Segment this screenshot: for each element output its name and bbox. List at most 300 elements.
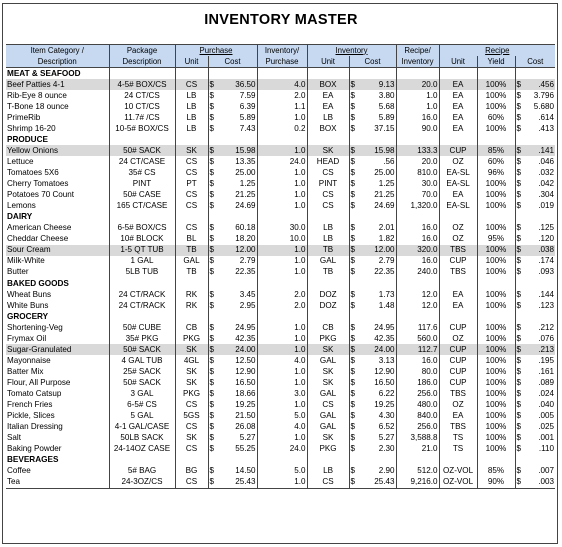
- item-description: Tomatoes 5X6: [6, 168, 109, 179]
- recipe-cost-value: .212: [538, 322, 555, 332]
- section-empty-cell: [175, 455, 208, 466]
- inventory-table: [6, 44, 555, 489]
- inventory-cost-value: 1.82: [378, 234, 395, 244]
- currency-symbol: $: [516, 366, 522, 376]
- item-description: Pickle, Slices: [6, 411, 109, 422]
- inventory-cost-value: 1.25: [378, 179, 395, 189]
- purchase-cost: [208, 289, 257, 300]
- currency-symbol: $: [516, 333, 522, 343]
- currency-symbol: $: [516, 411, 522, 421]
- inventory-unit: TB: [307, 245, 349, 256]
- recipe-unit: EA: [439, 79, 477, 90]
- inventory-per-purchase: 2.0: [257, 90, 307, 101]
- inventory-cost-value: 42.35: [374, 333, 395, 343]
- item-description: Italian Dressing: [6, 422, 109, 433]
- header-recipe-cost: Cost: [515, 56, 555, 68]
- purchase-unit: PT: [175, 179, 208, 190]
- item-description: American Cheese: [6, 223, 109, 234]
- section-header-row: [6, 455, 555, 466]
- currency-symbol: $: [516, 79, 522, 89]
- section-header-row: [6, 311, 555, 322]
- recipe-cost: [515, 101, 555, 112]
- recipe-cost: [515, 289, 555, 300]
- recipe-cost: [515, 145, 555, 156]
- recipe-cost-value: .120: [538, 234, 555, 244]
- purchase-unit: PKG: [175, 333, 208, 344]
- table-row: [6, 433, 555, 444]
- purchase-cost: [208, 444, 257, 455]
- recipe-cost-value: .003: [538, 477, 555, 487]
- inventory-cost: [349, 190, 396, 201]
- purchase-unit: RK: [175, 289, 208, 300]
- currency-symbol: $: [209, 179, 215, 189]
- section-title: DAIRY: [6, 212, 109, 223]
- inventory-cost: [349, 444, 396, 455]
- recipe-cost-value: .076: [538, 333, 555, 343]
- inventory-cost: [349, 433, 396, 444]
- currency-symbol: $: [516, 300, 522, 310]
- section-empty-cell: [515, 68, 555, 80]
- inventory-cost-value: 2.30: [378, 444, 395, 454]
- recipe-unit: OZ: [439, 234, 477, 245]
- inventory-unit: LB: [307, 466, 349, 477]
- purchase-cost-value: 2.79: [239, 256, 256, 266]
- recipe-cost-value: .019: [538, 201, 555, 211]
- recipe-unit: EA: [439, 123, 477, 134]
- recipe-cost: [515, 201, 555, 212]
- section-empty-cell: [257, 212, 307, 223]
- item-description: Beef Patties 4-1: [6, 79, 109, 90]
- section-header-row: [6, 68, 555, 80]
- package-description: 24 CT/RACK: [109, 300, 175, 311]
- purchase-cost-value: 3.45: [239, 289, 256, 299]
- recipe-cost-value: .032: [538, 168, 555, 178]
- purchase-cost-value: 55.25: [235, 444, 256, 454]
- purchase-unit: SK: [175, 433, 208, 444]
- recipe-per-inventory: 1,320.0: [396, 201, 439, 212]
- purchase-unit: CS: [175, 477, 208, 489]
- currency-symbol: $: [209, 112, 215, 122]
- inventory-unit: CB: [307, 322, 349, 333]
- inventory-cost-value: .56: [383, 156, 395, 166]
- recipe-cost-value: .040: [538, 400, 555, 410]
- recipe-cost: [515, 466, 555, 477]
- recipe-cost: [515, 90, 555, 101]
- inventory-unit: GAL: [307, 256, 349, 267]
- item-description: T-Bone 18 ounce: [6, 101, 109, 112]
- currency-symbol: $: [350, 101, 356, 111]
- page-title: INVENTORY MASTER: [204, 12, 358, 28]
- recipe-cost-value: 3.796: [533, 90, 555, 100]
- recipe-yield: 100%: [477, 256, 515, 267]
- currency-symbol: $: [516, 179, 522, 189]
- section-empty-cell: [349, 134, 396, 145]
- recipe-per-inventory: 320.0: [396, 245, 439, 256]
- inventory-cost: [349, 366, 396, 377]
- purchase-cost-value: 12.50: [235, 355, 256, 365]
- section-empty-cell: [257, 68, 307, 80]
- inventory-unit: SK: [307, 377, 349, 388]
- package-description: 5 GAL: [109, 411, 175, 422]
- currency-symbol: $: [516, 223, 522, 233]
- inventory-per-purchase: 5.0: [257, 411, 307, 422]
- purchase-cost-value: 18.20: [235, 234, 256, 244]
- inventory-unit: PKG: [307, 444, 349, 455]
- inventory-cost: [349, 377, 396, 388]
- package-description: 50# SACK: [109, 344, 175, 355]
- inventory-cost-value: 37.15: [374, 123, 395, 133]
- inventory-unit: CS: [307, 168, 349, 179]
- section-empty-cell: [515, 212, 555, 223]
- currency-symbol: $: [350, 388, 356, 398]
- purchase-cost-value: 19.25: [235, 400, 256, 410]
- inventory-cost: [349, 168, 396, 179]
- currency-symbol: $: [516, 466, 522, 476]
- recipe-unit: EA: [439, 289, 477, 300]
- recipe-cost: [515, 477, 555, 489]
- recipe-cost-value: .195: [538, 355, 555, 365]
- recipe-cost: [515, 179, 555, 190]
- currency-symbol: $: [516, 90, 522, 100]
- section-empty-cell: [515, 455, 555, 466]
- inventory-unit: BOX: [307, 123, 349, 134]
- section-empty-cell: [349, 455, 396, 466]
- currency-symbol: $: [516, 245, 522, 255]
- inventory-cost: [349, 400, 396, 411]
- purchase-cost: [208, 79, 257, 90]
- currency-symbol: $: [209, 90, 215, 100]
- inventory-unit: GAL: [307, 422, 349, 433]
- package-description: 24 CT/RACK: [109, 289, 175, 300]
- inventory-unit: PINT: [307, 179, 349, 190]
- recipe-unit: TBS: [439, 422, 477, 433]
- inventory-unit: SK: [307, 433, 349, 444]
- recipe-cost: [515, 411, 555, 422]
- recipe-cost: [515, 366, 555, 377]
- recipe-yield: 100%: [477, 344, 515, 355]
- package-description: 50LB SACK: [109, 433, 175, 444]
- currency-symbol: $: [209, 344, 215, 354]
- section-empty-cell: [439, 278, 477, 289]
- purchase-cost: [208, 101, 257, 112]
- table-row: [6, 444, 555, 455]
- section-empty-cell: [515, 311, 555, 322]
- purchase-unit: TB: [175, 267, 208, 278]
- purchase-cost: [208, 123, 257, 134]
- inventory-cost: [349, 201, 396, 212]
- currency-symbol: $: [350, 322, 356, 332]
- inventory-per-purchase: 4.0: [257, 355, 307, 366]
- currency-symbol: $: [209, 101, 215, 111]
- section-empty-cell: [477, 68, 515, 80]
- purchase-cost: [208, 223, 257, 234]
- inventory-cost-value: 12.90: [374, 366, 395, 376]
- package-description: 10# BLOCK: [109, 234, 175, 245]
- currency-symbol: $: [350, 344, 356, 354]
- section-empty-cell: [439, 68, 477, 80]
- recipe-unit: CUP: [439, 256, 477, 267]
- package-description: 24 CT/CASE: [109, 156, 175, 167]
- inventory-per-purchase: 1.0: [257, 145, 307, 156]
- inventory-cost: [349, 267, 396, 278]
- purchase-cost-value: 36.50: [235, 79, 256, 89]
- inventory-per-purchase: 1.0: [257, 201, 307, 212]
- inventory-per-purchase: 1.0: [257, 179, 307, 190]
- table-row: [6, 256, 555, 267]
- recipe-yield: 100%: [477, 366, 515, 377]
- table-row: [6, 245, 555, 256]
- table-row: [6, 123, 555, 134]
- inventory-cost-value: 3.80: [378, 90, 395, 100]
- recipe-yield: 100%: [477, 123, 515, 134]
- inventory-per-purchase: 2.0: [257, 289, 307, 300]
- recipe-yield: 90%: [477, 477, 515, 489]
- purchase-cost: [208, 90, 257, 101]
- purchase-unit: CS: [175, 168, 208, 179]
- purchase-unit: CS: [175, 201, 208, 212]
- inventory-unit: EA: [307, 101, 349, 112]
- inventory-cost-value: 9.13: [378, 79, 395, 89]
- inventory-cost: [349, 322, 396, 333]
- inventory-cost: [349, 411, 396, 422]
- header-purchase-unit: Unit: [175, 56, 208, 68]
- section-empty-cell: [175, 68, 208, 80]
- purchase-cost-value: 6.39: [239, 101, 256, 111]
- recipe-unit: EA-SL: [439, 201, 477, 212]
- currency-symbol: $: [209, 411, 215, 421]
- recipe-unit: EA: [439, 411, 477, 422]
- recipe-unit: OZ-VOL: [439, 477, 477, 489]
- recipe-yield: 100%: [477, 433, 515, 444]
- header-purchase-cost: Cost: [208, 56, 257, 68]
- table-row: [6, 101, 555, 112]
- currency-symbol: $: [516, 201, 522, 211]
- recipe-yield: 100%: [477, 355, 515, 366]
- currency-symbol: $: [516, 190, 522, 200]
- inventory-per-purchase: 5.0: [257, 466, 307, 477]
- inventory-unit: HEAD: [307, 156, 349, 167]
- recipe-cost-value: .042: [538, 179, 555, 189]
- inventory-cost-value: 6.52: [378, 422, 395, 432]
- inventory-unit: GAL: [307, 388, 349, 399]
- currency-symbol: $: [350, 289, 356, 299]
- item-description: Coffee: [6, 466, 109, 477]
- recipe-per-inventory: 117.6: [396, 322, 439, 333]
- inventory-cost-value: 24.95: [374, 322, 395, 332]
- purchase-unit: CS: [175, 400, 208, 411]
- section-empty-cell: [109, 212, 175, 223]
- inventory-per-purchase: 24.0: [257, 156, 307, 167]
- inventory-cost-value: 19.25: [374, 400, 395, 410]
- inventory-cost-value: 24.00: [374, 344, 395, 354]
- section-header-row: [6, 212, 555, 223]
- currency-symbol: $: [516, 267, 522, 277]
- purchase-unit: CS: [175, 156, 208, 167]
- section-empty-cell: [349, 278, 396, 289]
- header-inventory: Inventory: [307, 45, 396, 57]
- recipe-cost-value: .213: [538, 344, 555, 354]
- table-row: [6, 289, 555, 300]
- inventory-cost: [349, 179, 396, 190]
- purchase-cost-value: 24.95: [235, 322, 256, 332]
- inventory-unit: LB: [307, 223, 349, 234]
- package-description: 50# SACK: [109, 377, 175, 388]
- recipe-unit: EA: [439, 101, 477, 112]
- recipe-cost: [515, 355, 555, 366]
- package-description: 4 GAL TUB: [109, 355, 175, 366]
- recipe-unit: TS: [439, 433, 477, 444]
- inventory-cost-value: 25.00: [374, 168, 395, 178]
- currency-symbol: $: [516, 422, 522, 432]
- recipe-per-inventory: 186.0: [396, 377, 439, 388]
- currency-symbol: $: [350, 201, 356, 211]
- inventory-unit: GAL: [307, 411, 349, 422]
- package-description: 1 GAL: [109, 256, 175, 267]
- currency-symbol: $: [350, 444, 356, 454]
- item-description: Cheddar Cheese: [6, 234, 109, 245]
- purchase-cost: [208, 400, 257, 411]
- table-row: [6, 179, 555, 190]
- purchase-cost: [208, 411, 257, 422]
- currency-symbol: $: [209, 388, 215, 398]
- section-empty-cell: [208, 134, 257, 145]
- inventory-cost: [349, 422, 396, 433]
- table-row: [6, 466, 555, 477]
- recipe-unit: OZ: [439, 333, 477, 344]
- purchase-cost-value: 18.66: [235, 388, 256, 398]
- section-empty-cell: [396, 455, 439, 466]
- section-empty-cell: [439, 311, 477, 322]
- currency-symbol: $: [350, 190, 356, 200]
- recipe-cost-value: .125: [538, 223, 555, 233]
- inventory-cost-value: 21.25: [374, 190, 395, 200]
- package-description: 6-5# CS: [109, 400, 175, 411]
- inventory-per-purchase: 1.0: [257, 366, 307, 377]
- recipe-per-inventory: 3,588.8: [396, 433, 439, 444]
- recipe-per-inventory: 840.0: [396, 411, 439, 422]
- table-row: [6, 355, 555, 366]
- recipe-yield: 100%: [477, 101, 515, 112]
- purchase-cost: [208, 388, 257, 399]
- recipe-per-inventory: 12.0: [396, 289, 439, 300]
- recipe-yield: 60%: [477, 112, 515, 123]
- section-empty-cell: [175, 134, 208, 145]
- recipe-cost: [515, 79, 555, 90]
- header-purchase-2: Purchase: [257, 56, 307, 68]
- table-row: [6, 79, 555, 90]
- section-empty-cell: [515, 134, 555, 145]
- inventory-cost: [349, 223, 396, 234]
- inventory-per-purchase: 1.0: [257, 400, 307, 411]
- recipe-yield: 100%: [477, 201, 515, 212]
- recipe-cost: [515, 422, 555, 433]
- recipe-cost: [515, 234, 555, 245]
- purchase-cost-value: 22.35: [235, 267, 256, 277]
- purchase-cost: [208, 201, 257, 212]
- currency-symbol: $: [350, 422, 356, 432]
- recipe-yield: 85%: [477, 145, 515, 156]
- item-description: PrimeRib: [6, 112, 109, 123]
- currency-symbol: $: [209, 267, 215, 277]
- package-description: 1-5 QT TUB: [109, 245, 175, 256]
- table-row: [6, 223, 555, 234]
- purchase-unit: RK: [175, 300, 208, 311]
- inventory-unit: SK: [307, 145, 349, 156]
- currency-symbol: $: [209, 201, 215, 211]
- header-item-category: Item Category /: [6, 45, 109, 57]
- currency-symbol: $: [209, 289, 215, 299]
- package-description: 50# CUBE: [109, 322, 175, 333]
- package-description: 4-1 GAL/CASE: [109, 422, 175, 433]
- recipe-cost-value: .110: [538, 444, 555, 454]
- inventory-unit: DOZ: [307, 300, 349, 311]
- purchase-cost-value: 26.08: [235, 422, 256, 432]
- currency-symbol: $: [209, 168, 215, 178]
- currency-symbol: $: [350, 267, 356, 277]
- currency-symbol: $: [516, 477, 522, 487]
- inventory-cost: [349, 101, 396, 112]
- header-recipe-yield: Yield: [477, 56, 515, 68]
- recipe-per-inventory: 16.0: [396, 256, 439, 267]
- purchase-cost: [208, 112, 257, 123]
- section-empty-cell: [208, 68, 257, 80]
- item-description: Sugar-Granulated: [6, 344, 109, 355]
- currency-symbol: $: [516, 322, 522, 332]
- purchase-cost: [208, 333, 257, 344]
- item-description: Potatoes 70 Count: [6, 190, 109, 201]
- currency-symbol: $: [209, 355, 215, 365]
- item-description: Tea: [6, 477, 109, 489]
- recipe-yield: 100%: [477, 388, 515, 399]
- recipe-cost: [515, 322, 555, 333]
- recipe-cost-value: .046: [538, 156, 555, 166]
- inventory-cost: [349, 123, 396, 134]
- currency-symbol: $: [516, 156, 522, 166]
- recipe-yield: 100%: [477, 333, 515, 344]
- recipe-per-inventory: 20.0: [396, 79, 439, 90]
- table-row: [6, 388, 555, 399]
- inventory-unit: SK: [307, 344, 349, 355]
- recipe-per-inventory: 16.0: [396, 355, 439, 366]
- recipe-per-inventory: 112.7: [396, 344, 439, 355]
- inventory-unit: TB: [307, 267, 349, 278]
- currency-symbol: $: [209, 333, 215, 343]
- recipe-per-inventory: 1.0: [396, 101, 439, 112]
- purchase-unit: SK: [175, 377, 208, 388]
- inventory-sheet: [2, 3, 558, 544]
- purchase-cost-value: 24.69: [235, 201, 256, 211]
- currency-symbol: $: [350, 433, 356, 443]
- currency-symbol: $: [209, 223, 215, 233]
- purchase-cost-value: 13.35: [235, 156, 256, 166]
- purchase-cost: [208, 245, 257, 256]
- inventory-cost-value: 2.01: [378, 223, 395, 233]
- header-purchase: Purchase: [175, 45, 257, 57]
- section-empty-cell: [208, 455, 257, 466]
- inventory-cost: [349, 333, 396, 344]
- purchase-unit: GAL: [175, 256, 208, 267]
- package-description: 4-5# BOX/CS: [109, 79, 175, 90]
- header-inv-purchase: Inventory/: [257, 45, 307, 57]
- section-empty-cell: [477, 212, 515, 223]
- recipe-per-inventory: 20.0: [396, 156, 439, 167]
- recipe-cost: [515, 256, 555, 267]
- package-description: 10 CT/CS: [109, 101, 175, 112]
- purchase-cost: [208, 355, 257, 366]
- recipe-cost: [515, 377, 555, 388]
- table-row: [6, 422, 555, 433]
- purchase-cost-value: 21.50: [235, 411, 256, 421]
